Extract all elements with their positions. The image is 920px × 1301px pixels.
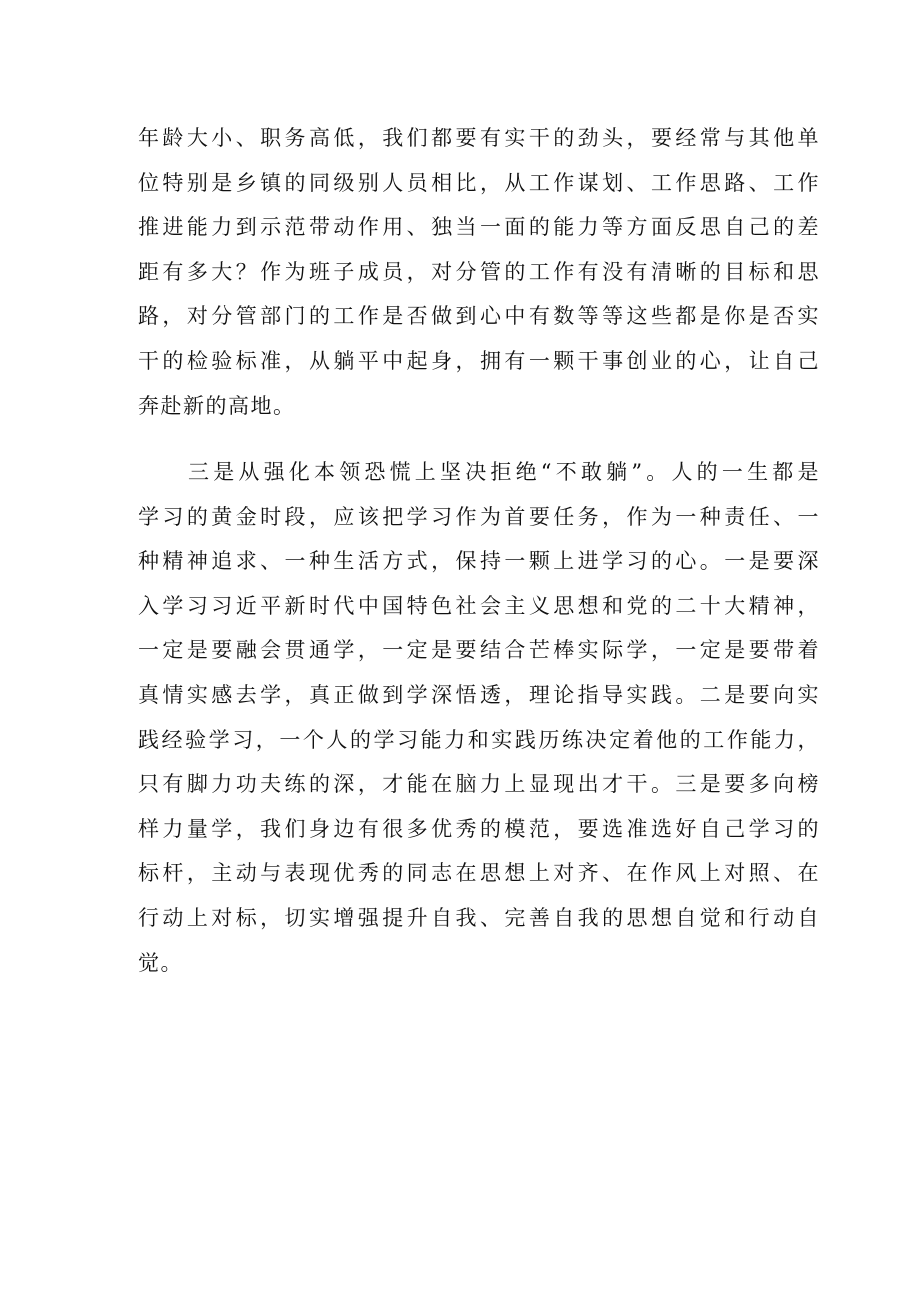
text-line: 奔赴新的高地。 <box>138 393 296 418</box>
text-line: 学习的黄金时段，应该把学习作为首要任务，作为一种责任、一 <box>138 504 820 529</box>
text-line: 标杆，主动与表现优秀的同志在思想上对齐、在作风上对照、在 <box>138 861 820 886</box>
text-line: 行动上对标，切实增强提升自我、完善自我的思想自觉和行动自 <box>138 905 820 930</box>
text-line: 干的检验标准，从躺平中起身，拥有一颗干事创业的心，让自己 <box>138 348 820 373</box>
text-line: 觉。 <box>138 950 183 975</box>
paragraph-1 <box>138 116 820 428</box>
text-line: 践经验学习，一个人的学习能力和实践历练决定着他的工作能力， <box>138 727 820 752</box>
text-line: 真情实感去学，真正做到学深悟透，理论指导实践。二是要向实 <box>138 682 820 707</box>
text-line: 年龄大小、职务高低，我们都要有实干的劲头，要经常与其他单 <box>138 126 820 150</box>
text-line: 入学习习近平新时代中国特色社会主义思想和党的二十大精神， <box>138 593 820 618</box>
text-line: 位特别是乡镇的同级别人员相比，从工作谋划、工作思路、工作 <box>138 170 820 195</box>
text-line: 一定是要融会贯通学，一定是要结合芒棒实际学，一定是要带着 <box>138 638 820 663</box>
text-line: 推进能力到示范带动作用、独当一面的能力等方面反思自己的差 <box>138 215 820 240</box>
text-line: 样力量学，我们身边有很多优秀的模范，要选准选好自己学习的 <box>138 816 820 841</box>
text-line: 距有多大？作为班子成员，对分管的工作有没有清晰的目标和思 <box>138 259 820 284</box>
text-line: 路，对分管部门的工作是否做到心中有数等等这些都是你是否实 <box>138 304 820 329</box>
text-line: 种精神追求、一种生活方式，保持一颗上进学习的心。一是要深 <box>138 549 820 574</box>
text-line: 只有脚力功夫练的深，才能在脑力上显现出才干。三是要多向榜 <box>138 772 820 797</box>
text-line: 三是从强化本领恐慌上坚决拒绝“不敢躺”。人的一生都是 <box>188 460 820 484</box>
paragraph-2 <box>138 450 820 985</box>
